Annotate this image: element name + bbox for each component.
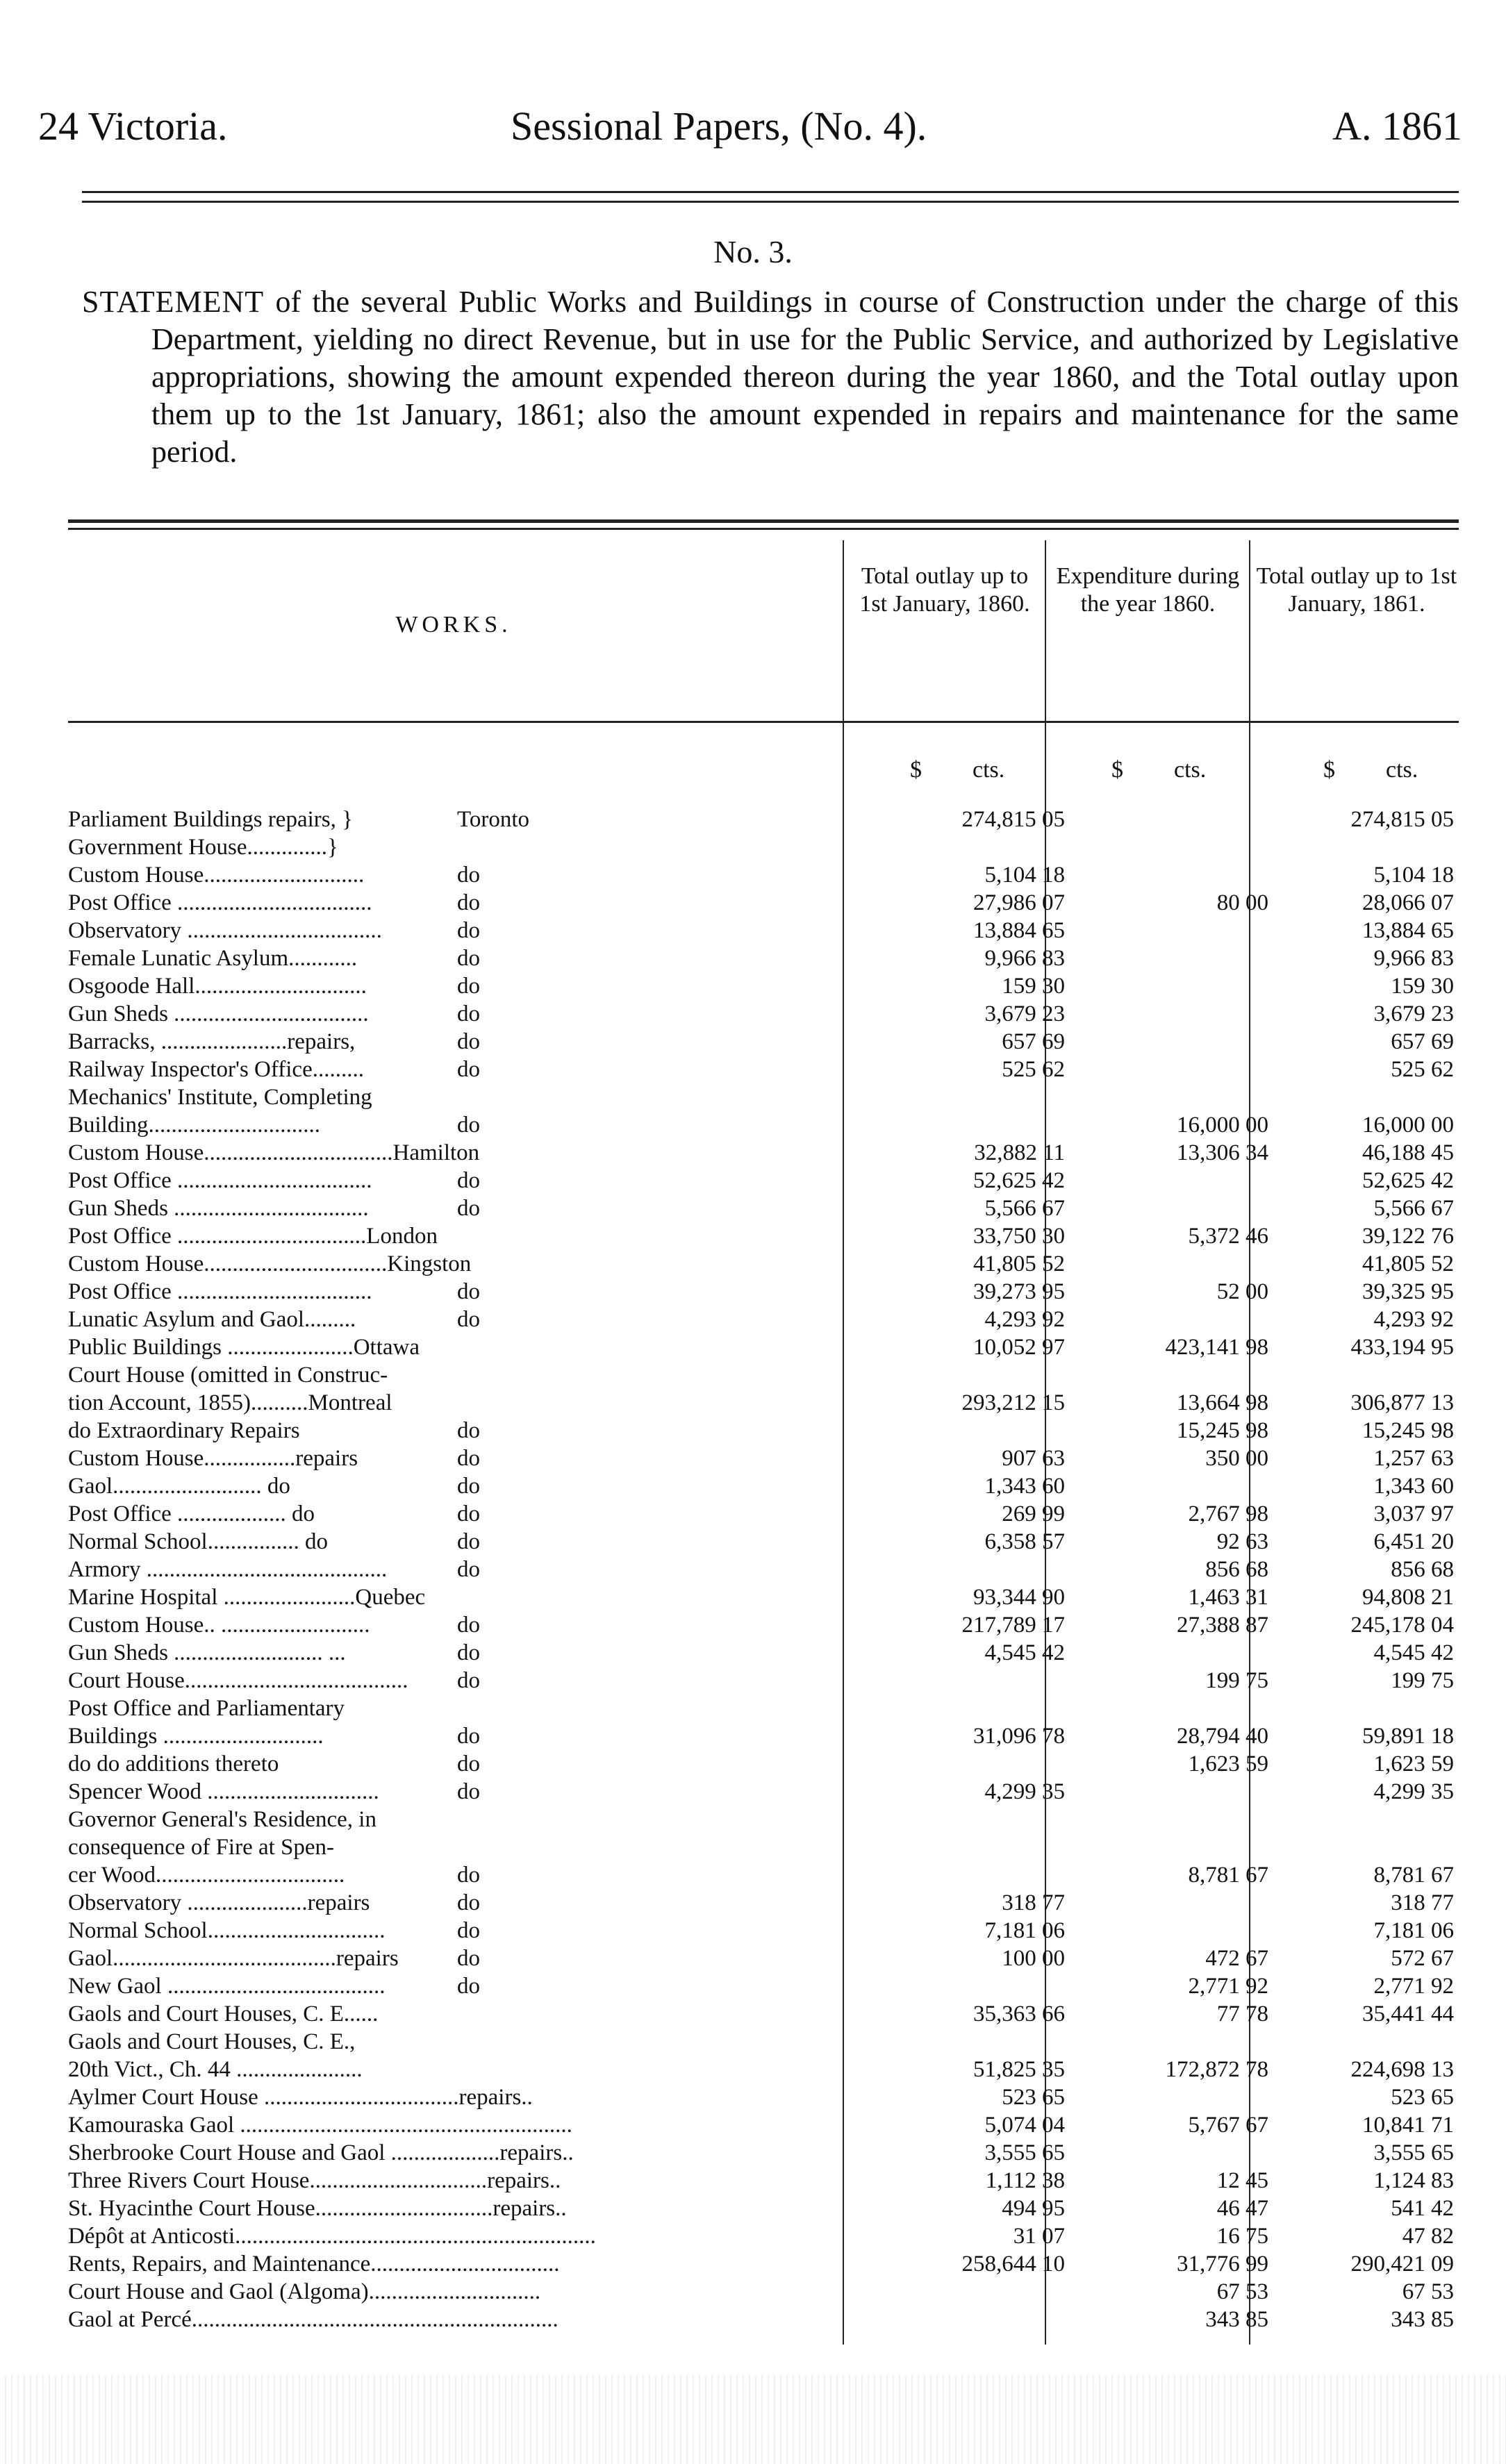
work-location: do [457,1279,480,1304]
outlay-1860: 31 07 [1013,2224,1065,2249]
table-row [68,2083,1459,2111]
work-name: Normal School............................... [68,1918,386,1943]
table-row [68,1778,1459,1806]
table-row [68,1750,1459,1778]
work-location: do [457,1613,480,1638]
outlay-1861: 39,325 95 [1362,1279,1454,1304]
outlay-1861: 199 75 [1391,1668,1454,1693]
outlay-1861: 3,679 23 [1373,1001,1454,1026]
table-row [68,1722,1459,1750]
outlay-1861: 59,891 18 [1362,1724,1454,1749]
outlay-1861: 541 42 [1391,2196,1454,2221]
work-name: Governor General's Residence, in [68,1807,376,1832]
table-row [68,1194,1459,1222]
table-row [68,889,1459,917]
table-row [68,1361,1459,1389]
col1-header: Total outlay up to 1st January, 1860. [859,563,1030,617]
work-location: do [457,1001,480,1026]
work-location: do [457,1113,480,1138]
outlay-1860: 258,644 10 [961,2251,1065,2276]
table-row [68,861,1459,889]
table-row [68,1500,1459,1528]
outlay-1861: 15,245 98 [1362,1418,1454,1443]
expenditure-1860: 15,245 98 [1177,1418,1268,1443]
work-name: Gun Sheds .................................. [68,1196,369,1221]
work-name: Custom House.................................Hamilton [68,1140,480,1165]
outlay-1860: 5,104 18 [984,863,1065,888]
work-location: do [457,1418,480,1443]
expenditure-1860: 423,141 98 [1165,1335,1268,1360]
col1-unit-cents: cts. [973,757,1005,783]
table-row [68,917,1459,944]
outlay-1860: 3,679 23 [984,1001,1065,1026]
outlay-1860: 41,805 52 [973,1251,1065,1276]
work-name: Gaol at Percé................................................................ [68,2307,558,2332]
outlay-1861: 274,815 05 [1350,807,1454,832]
document-number: No. 3. [713,234,793,269]
outlay-1861: 1,623 59 [1373,1751,1454,1776]
table-row [68,1222,1459,1250]
work-name: Gun Sheds .................................. [68,1001,369,1026]
outlay-1860: 4,293 92 [984,1307,1065,1332]
work-location: do [457,1529,480,1554]
work-name: Post Office .................................. [68,1168,372,1193]
work-location: do [457,1057,480,1082]
work-name: Kamouraska Gaol .......................................................... [68,2113,572,2138]
work-name: Building.............................. [68,1113,321,1138]
expenditure-1860: 27,388 87 [1177,1613,1268,1638]
outlay-1861: 224,698 13 [1350,2057,1454,2082]
outlay-1860: 33,750 30 [973,1224,1065,1249]
table-row [68,1611,1459,1639]
table-row [68,1167,1459,1194]
outlay-1861: 290,421 09 [1350,2251,1454,2276]
work-location: do [457,1640,480,1665]
col2-header: Expenditure during the year 1860. [1056,563,1240,617]
table-row [68,1111,1459,1139]
work-name: Government House..............} [68,835,338,860]
expenditure-1860: 28,794 40 [1177,1724,1268,1749]
work-name: Female Lunatic Asylum............ [68,946,358,971]
work-name: Post Office and Parliamentary [68,1696,345,1721]
expenditure-1860: 5,372 46 [1188,1224,1268,1249]
work-location: do [457,1501,480,1526]
work-location: do [457,863,480,888]
outlay-1860: 657 69 [1002,1029,1065,1054]
outlay-1861: 47 82 [1402,2224,1454,2249]
outlay-1861: 39,122 76 [1362,1224,1454,1249]
work-location: do [457,890,480,915]
expenditure-1860: 67 53 [1216,2279,1268,2304]
outlay-1861: 5,566 67 [1373,1196,1454,1221]
col3-header: Total outlay up to 1st January, 1861. [1256,563,1457,617]
outlay-1861: 856 68 [1391,1557,1454,1582]
expenditure-1860: 77 78 [1216,2001,1268,2026]
outlay-1860: 6,358 57 [984,1529,1065,1554]
expenditure-1860: 343 85 [1205,2307,1268,2332]
table-row [68,944,1459,972]
work-name: do Extraordinary Repairs [68,1418,300,1443]
outlay-1860: 5,566 67 [984,1196,1065,1221]
expenditure-1860: 92 63 [1216,1529,1268,1554]
table-row [68,1667,1459,1695]
work-name: Observatory .................................. [68,918,382,943]
outlay-1860: 32,882 11 [974,1140,1065,1165]
outlay-1860: 217,789 17 [961,1613,1065,1638]
expenditure-1860: 16,000 00 [1177,1113,1268,1138]
table-row [68,2250,1459,2278]
work-name: Custom House............................ [68,863,365,888]
outlay-1861: 16,000 00 [1362,1113,1454,1138]
table-row [68,1333,1459,1361]
outlay-1861: 2,771 92 [1373,1974,1454,1999]
work-name: Observatory .....................repairs [68,1890,370,1915]
table-row [68,1306,1459,1333]
table-row [68,1917,1459,1945]
table-row [68,2056,1459,2083]
table-row [68,1389,1459,1417]
outlay-1861: 523 65 [1391,2085,1454,2110]
table-row [68,1583,1459,1611]
work-name: Post Office .................................London [68,1224,438,1249]
statement-body: of the several Public Works and Buildings in course of Construction under the charge of this Department, yielding no direct Revenue, but in use for the Public Service, and authorized by Legislative appropriations, showing the amount expended thereon during the year 1860, and the Total outlay upon them up to the 1st January, 1861; also the amount expended in repairs and maintenance for the same period. [151,285,1459,469]
work-name: Marine Hospital .......................Quebec [68,1585,426,1610]
work-name: Gaol.......................................repairs [68,1946,399,1971]
work-name: Court House and Gaol (Algoma).............................. [68,2279,541,2304]
outlay-1861: 35,441 44 [1362,2001,1454,2026]
outlay-1861: 52,625 42 [1362,1168,1454,1193]
work-name: Post Office .................................. [68,1279,372,1304]
work-name: Custom House................repairs [68,1446,358,1471]
outlay-1860: 318 77 [1002,1890,1065,1915]
work-name: Railway Inspector's Office......... [68,1057,364,1082]
outlay-1861: 67 53 [1402,2279,1454,2304]
outlay-1860: 4,299 35 [984,1779,1065,1804]
header-rule-bottom [82,201,1459,203]
outlay-1861: 28,066 07 [1362,890,1454,915]
outlay-1860: 27,986 07 [973,890,1065,915]
work-location: do [457,918,480,943]
table-row [68,2278,1459,2306]
table-row [68,1972,1459,2000]
outlay-1860: 100 00 [1002,1946,1065,1971]
table-row [68,2028,1459,2056]
work-location: do [457,1668,480,1693]
work-location: do [457,1918,480,1943]
table-row [68,2000,1459,2028]
table-row [68,1889,1459,1917]
work-location: do [457,1474,480,1499]
expenditure-1860: 52 00 [1216,1279,1268,1304]
outlay-1860: 7,181 06 [984,1918,1065,1943]
outlay-1860: 9,966 83 [984,946,1065,971]
outlay-1861: 433,194 95 [1350,1335,1454,1360]
work-name: Gaol.......................... do [68,1474,290,1499]
outlay-1861: 1,257 63 [1373,1446,1454,1471]
table-row [68,1472,1459,1500]
work-location: do [457,974,480,999]
outlay-1860: 10,052 97 [973,1335,1065,1360]
works-header: WORKS. [395,612,512,638]
work-location: do [457,1446,480,1471]
work-name: consequence of Fire at Spen- [68,1835,335,1860]
scan-noise [0,2375,1506,2464]
work-name: Court House (omitted in Construc- [68,1363,388,1388]
outlay-1861: 1,124 83 [1373,2168,1454,2193]
work-name: Three Rivers Court House...............................repairs.. [68,2168,561,2193]
work-name: St. Hyacinthe Court House...............................repairs.. [68,2196,567,2221]
outlay-1861: 245,178 04 [1350,1613,1454,1638]
outlay-1861: 10,841 71 [1362,2113,1454,2138]
work-name: Dépôt at Anticosti............................................................... [68,2224,596,2249]
outlay-1860: 159 30 [1002,974,1065,999]
table-row [68,2195,1459,2222]
outlay-1860: 494 95 [1002,2196,1065,2221]
work-name: Gun Sheds .......................... ... [68,1640,346,1665]
work-location: Toronto [457,807,530,832]
work-location: do [457,1946,480,1971]
outlay-1861: 3,037 97 [1373,1501,1454,1526]
work-name: Custom House.. .......................... [68,1613,370,1638]
work-name: New Gaol ...................................... [68,1974,386,1999]
work-name: Post Office ................... do [68,1501,315,1526]
outlay-1861: 3,555 65 [1373,2140,1454,2165]
outlay-1860: 523 65 [1002,2085,1065,2110]
work-name: tion Account, 1855)..........Montreal [68,1390,392,1415]
outlay-1861: 5,104 18 [1373,863,1454,888]
expenditure-1860: 1,463 31 [1188,1585,1268,1610]
work-name: Court House....................................... [68,1668,408,1693]
work-name: Aylmer Court House ..................................repairs.. [68,2085,533,2110]
outlay-1860: 525 62 [1002,1057,1065,1082]
work-name: do do additions thereto [68,1751,279,1776]
work-name: Public Buildings ......................Ottawa [68,1335,420,1360]
work-name: Normal School................ do [68,1529,328,1554]
expenditure-1860: 13,306 34 [1177,1140,1268,1165]
table-row [68,2111,1459,2139]
work-location: do [457,946,480,971]
header-right: A. 1861 [1332,103,1462,149]
expenditure-1860: 199 75 [1205,1668,1268,1693]
outlay-1860: 93,344 90 [973,1585,1065,1610]
work-location: do [457,1863,480,1888]
table-row [68,1250,1459,1278]
work-location: do [457,1779,480,1804]
outlay-1861: 9,966 83 [1373,946,1454,971]
work-name: Gaols and Court Houses, C. E...... [68,2001,379,2026]
outlay-1860: 39,273 95 [973,1279,1065,1304]
expenditure-1860: 13,664 98 [1177,1390,1268,1415]
outlay-1861: 4,299 35 [1373,1779,1454,1804]
work-name: Armory .......................................... [68,1557,388,1582]
table-row [68,1528,1459,1556]
header-center: Sessional Papers, (No. 4). [511,103,927,149]
table-top-rule [68,519,1459,523]
col1-unit-dollar: $ [910,757,922,783]
work-location: do [457,1029,480,1054]
outlay-1860: 5,074 04 [984,2113,1065,2138]
work-name: Mechanics' Institute, Completing [68,1085,372,1110]
work-name: Lunatic Asylum and Gaol......... [68,1307,356,1332]
table-row [68,1556,1459,1583]
work-location: do [457,1974,480,1999]
work-name: Rents, Repairs, and Maintenance................................. [68,2251,560,2276]
table-row [68,2167,1459,2195]
work-name: Osgoode Hall.............................. [68,974,367,999]
expenditure-1860: 5,767 67 [1188,2113,1268,2138]
table-row [68,1028,1459,1056]
outlay-1861: 4,293 92 [1373,1307,1454,1332]
table-row [68,1056,1459,1083]
table-row [68,1945,1459,1972]
outlay-1860: 31,096 78 [973,1724,1065,1749]
outlay-1861: 94,808 21 [1362,1585,1454,1610]
outlay-1861: 1,343 60 [1373,1474,1454,1499]
work-name: Gaols and Court Houses, C. E., [68,2029,356,2054]
outlay-1861: 657 69 [1391,1029,1454,1054]
work-location: do [457,1724,480,1749]
expenditure-1860: 856 68 [1205,1557,1268,1582]
table-row [68,1139,1459,1167]
outlay-1860: 1,343 60 [984,1474,1065,1499]
table-row [68,1861,1459,1889]
table-row [68,2306,1459,2333]
work-name: Buildings ............................ [68,1724,324,1749]
table-row [68,1083,1459,1111]
work-name: Sherbrooke Court House and Gaol ...................repairs.. [68,2140,574,2165]
table-row [68,1445,1459,1472]
expenditure-1860: 472 67 [1205,1946,1268,1971]
table-row [68,1639,1459,1667]
expenditure-1860: 350 00 [1205,1446,1268,1471]
expenditure-1860: 12 45 [1216,2168,1268,2193]
running-header [38,103,1462,151]
table-body [68,806,1459,2333]
outlay-1861: 13,884 65 [1362,918,1454,943]
outlay-1860: 274,815 05 [961,807,1065,832]
work-location: do [457,1557,480,1582]
expenditure-1860: 2,771 92 [1188,1974,1268,1999]
outlay-1860: 52,625 42 [973,1168,1065,1193]
outlay-1861: 318 77 [1391,1890,1454,1915]
work-location: do [457,1168,480,1193]
col3-unit-dollar: $ [1323,757,1335,783]
work-location: do [457,1751,480,1776]
header-left: 24 Victoria. [38,103,228,149]
expenditure-1860: 80 00 [1216,890,1268,915]
outlay-1861: 306,877 13 [1350,1390,1454,1415]
statement-lead: STATEMENT [82,285,265,319]
work-name: Barracks, ......................repairs, [68,1029,356,1054]
col2-unit-cents: cts. [1174,757,1207,783]
outlay-1861: 41,805 52 [1362,1251,1454,1276]
outlay-1860: 1,112 38 [985,2168,1065,2193]
table-row [68,1806,1459,1833]
table-row [68,1695,1459,1722]
table-row [68,972,1459,1000]
outlay-1860: 4,545 42 [984,1640,1065,1665]
table-row [68,833,1459,861]
work-name: Post Office .................................. [68,890,372,915]
outlay-1860: 907 63 [1002,1446,1065,1471]
work-name: Spencer Wood .............................. [68,1779,379,1804]
work-name: cer Wood................................. [68,1863,345,1888]
outlay-1861: 572 67 [1391,1946,1454,1971]
work-location: do [457,1890,480,1915]
expenditure-1860: 1,623 59 [1188,1751,1268,1776]
outlay-1860: 3,555 65 [984,2140,1065,2165]
outlay-1861: 7,181 06 [1373,1918,1454,1943]
expenditure-1860: 31,776 99 [1177,2251,1268,2276]
table-top-rule-2 [68,528,1459,530]
expenditure-1860: 172,872 78 [1165,2057,1268,2082]
work-location: do [457,1196,480,1221]
table-row [68,806,1459,833]
outlay-1861: 8,781 67 [1373,1863,1454,1888]
table-row [68,2139,1459,2167]
expenditure-1860: 46 47 [1216,2196,1268,2221]
statement-paragraph [82,283,1459,471]
expenditure-1860: 2,767 98 [1188,1501,1268,1526]
header-rule-top [82,191,1459,193]
col2-unit-dollar: $ [1111,757,1123,783]
work-name: 20th Vict., Ch. 44 ...................... [68,2057,363,2082]
table-row [68,1833,1459,1861]
outlay-1861: 4,545 42 [1373,1640,1454,1665]
work-name: Parliament Buildings repairs, } [68,807,353,832]
outlay-1860: 293,212 15 [961,1390,1065,1415]
outlay-1860: 35,363 66 [973,2001,1065,2026]
outlay-1860: 13,884 65 [973,918,1065,943]
work-location: do [457,1307,480,1332]
work-name: Custom House................................Kingston [68,1251,472,1276]
expenditure-1860: 16 75 [1216,2224,1268,2249]
outlay-1861: 525 62 [1391,1057,1454,1082]
table-row [68,1000,1459,1028]
expenditure-1860: 8,781 67 [1188,1863,1268,1888]
table-row [68,1278,1459,1306]
outlay-1861: 46,188 45 [1362,1140,1454,1165]
table-row [68,1417,1459,1445]
outlay-1860: 51,825 35 [973,2057,1065,2082]
outlay-1861: 159 30 [1391,974,1454,999]
table-row [68,2222,1459,2250]
outlay-1861: 6,451 20 [1373,1529,1454,1554]
col3-unit-cents: cts. [1386,757,1418,783]
outlay-1860: 269 99 [1002,1501,1065,1526]
outlay-1861: 343 85 [1391,2307,1454,2332]
